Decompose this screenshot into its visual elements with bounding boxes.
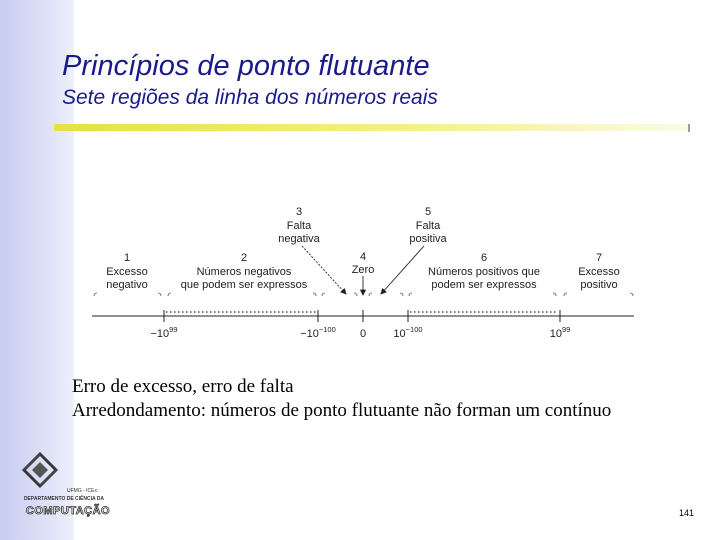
region-1-label-line1: Excesso [106, 266, 148, 278]
region-7-label-line1: Excesso [578, 266, 620, 278]
region-2-bracket [168, 293, 316, 296]
dcc-ufmg-logo [20, 452, 124, 518]
dcc-logo-icon [24, 454, 56, 486]
region-5-label-line2: positiva [409, 233, 447, 245]
region-1-label-line2: negativo [106, 279, 148, 291]
region-2-label-line2: que podem ser expressos [180, 279, 308, 291]
region-3-label-line1: Falta [286, 220, 312, 232]
region-3-number: 3 [295, 206, 303, 218]
region-5-bracket [369, 293, 403, 296]
slide-subtitle: Sete regiões da linha dos números reais [62, 86, 438, 109]
region-6-label-line1: Números positivos que [428, 266, 540, 278]
title-underline [54, 124, 690, 131]
tick-label-neg-small: $-10^{-100}$ [300, 325, 336, 340]
tick-label-pos-big: $10^{99}$ [549, 325, 571, 340]
region-1-bracket [94, 293, 161, 296]
logo-text-line2: DEPARTAMENTO DE CIÊNCIA DA [23, 496, 105, 502]
real-number-line-diagram [84, 200, 644, 348]
region-6-label-line2: podem ser expressos [431, 279, 537, 291]
region-7-number: 7 [595, 252, 603, 264]
region-1-number: 1 [123, 252, 131, 264]
region-4-label: Zero [351, 264, 375, 276]
region-6-number: 6 [480, 252, 488, 264]
region-5-arrow [381, 246, 424, 294]
region-2-number: 2 [240, 252, 248, 264]
body-text-line-2: Arredondamento: números de ponto flutuante não forman um contínuo [72, 400, 612, 421]
region-7-label-line2: positivo [580, 279, 618, 291]
region-7-bracket [564, 293, 633, 296]
body-text-line-1: Erro de excesso, erro de falta [72, 376, 294, 397]
tick-label-zero: 0 [359, 328, 367, 340]
region-3-bracket [322, 293, 357, 296]
region-2-label-line1: Números negativos [196, 266, 292, 278]
region-3-label-line2: negativa [278, 233, 320, 245]
page-number: 141 [679, 508, 695, 518]
tick-label-neg-big: $-10^{99}$ [150, 325, 178, 340]
tick-label-pos-small: $10^{-100}$ [393, 325, 423, 340]
region-3-arrow [302, 246, 346, 294]
logo-text-line1: UFMG - ICEx [67, 488, 97, 494]
region-5-number: 5 [424, 206, 432, 218]
title-underline-end [688, 124, 690, 132]
region-4-number: 4 [359, 251, 367, 263]
slide-title: Princípios de ponto flutuante [62, 50, 430, 82]
region-5-label-line1: Falta [415, 220, 441, 232]
region-6-bracket [409, 293, 556, 296]
logo-text-line3: COMPUTAÇÃO [25, 505, 111, 517]
